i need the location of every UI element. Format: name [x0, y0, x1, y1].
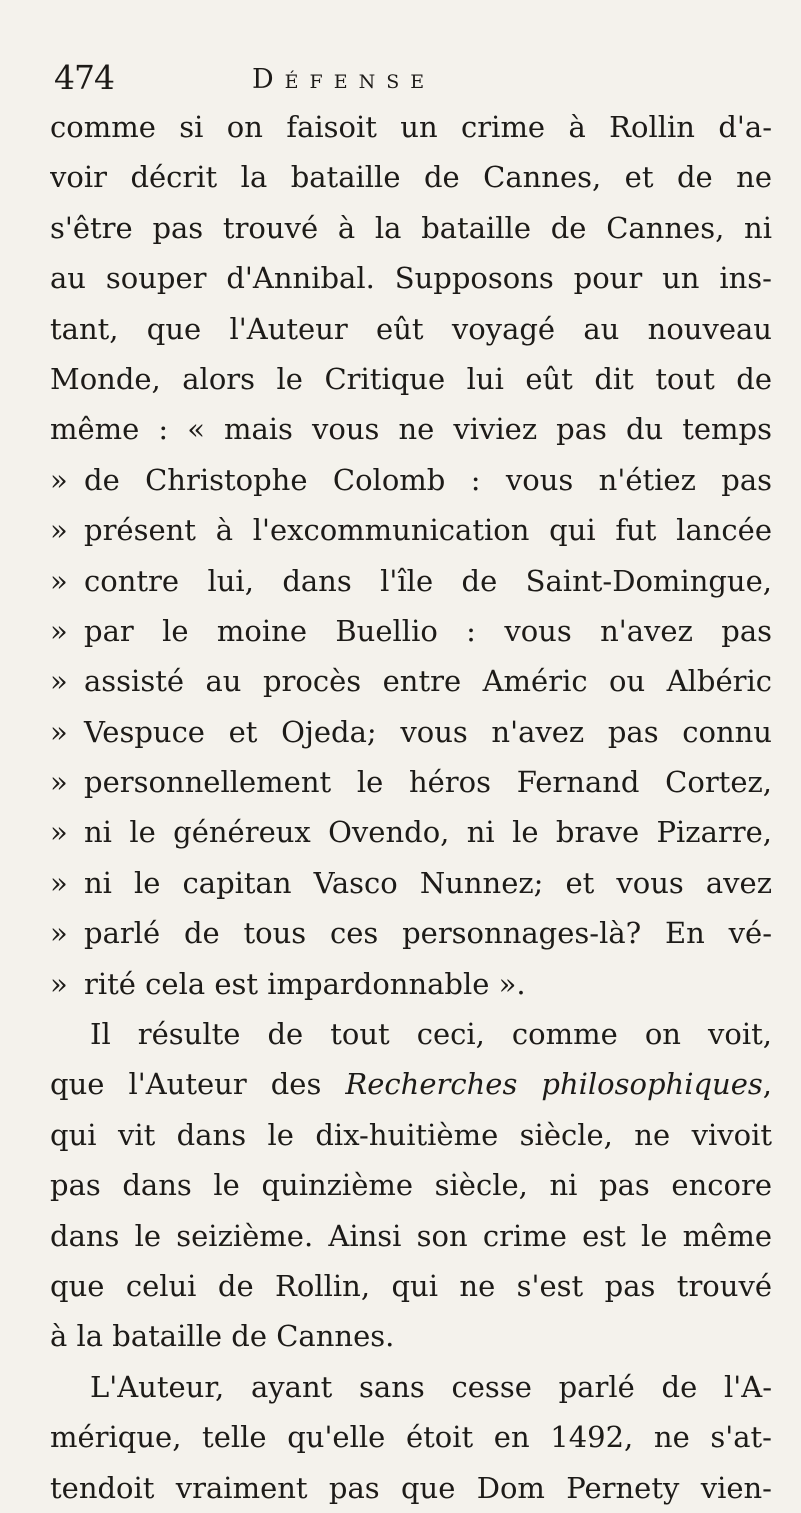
quote-mark: »	[50, 664, 68, 699]
text-line-with-title	[50, 1059, 772, 1109]
running-head: Défense	[252, 64, 436, 95]
quote-line	[50, 959, 772, 1009]
quote-text: assisté au procès entre Améric ou Albéric	[84, 664, 772, 699]
text-before-title: que l'Auteur des	[50, 1067, 346, 1102]
page-header	[50, 58, 770, 102]
paragraph-start-line: L'Auteur, ayant sans cesse parlé de l'A-	[90, 1369, 772, 1404]
text-line: mérique, telle qu'elle étoit en 1492, ne s'at-	[50, 1420, 772, 1455]
quote-mark: »	[50, 916, 68, 951]
quote-text: parlé de tous ces personnages-là? En vé-	[84, 916, 772, 951]
text-line: que celui de Rollin, qui ne s'est pas trouvé	[50, 1268, 772, 1303]
quote-line	[50, 757, 772, 807]
text-line: qui vit dans le dix-huitième siècle, ne vivoit	[50, 1117, 772, 1152]
quote-line	[50, 556, 772, 606]
page-number: 474	[54, 58, 114, 97]
quote-text: de Christophe Colomb : vous n'étiez pas	[84, 462, 772, 497]
text-line: s'être pas trouvé à la bataille de Cannes, ni	[50, 210, 772, 245]
quote-text: par le moine Buellio : vous n'avez pas	[84, 613, 772, 648]
quote-mark: »	[50, 865, 68, 900]
text-after-title: ,	[762, 1067, 772, 1102]
quote-text: rité cela est impardonnable ».	[84, 966, 526, 1001]
quote-line	[50, 656, 772, 706]
quote-text: Vespuce et Ojeda; vous n'avez pas connu	[84, 714, 772, 749]
quote-mark: »	[50, 714, 68, 749]
text-line: voir décrit la bataille de Cannes, et de ne	[50, 160, 772, 195]
quote-mark: »	[50, 613, 68, 648]
quote-mark: »	[50, 966, 68, 1001]
quote-text: contre lui, dans l'île de Saint-Domingue,	[84, 563, 772, 598]
text-line: tant, que l'Auteur eût voyagé au nouveau	[50, 311, 772, 346]
text-line: tendoit vraiment pas que Dom Pernety vien-	[50, 1470, 772, 1505]
quote-line	[50, 505, 772, 555]
quote-mark: »	[50, 563, 68, 598]
text-line: dans le seizième. Ainsi son crime est le même	[50, 1218, 772, 1253]
text-line: pas dans le quinzième siècle, ni pas encore	[50, 1168, 772, 1203]
paragraph-start-line: Il résulte de tout ceci, comme on voit,	[90, 1017, 772, 1052]
quote-line	[50, 807, 772, 857]
text-line: Monde, alors le Critique lui eût dit tout de	[50, 361, 772, 396]
quote-text: personnellement le héros Fernand Cortez,	[84, 765, 772, 800]
quote-line	[50, 707, 772, 757]
quote-text: ni le capitan Vasco Nunnez; et vous avez	[84, 865, 772, 900]
text-line: comme si on faisoit un crime à Rollin d'a-	[50, 110, 772, 144]
quote-line	[50, 606, 772, 656]
quote-line	[50, 908, 772, 958]
quote-text: présent à l'excommunication qui fut lancée	[84, 513, 772, 548]
text-line: au souper d'Annibal. Supposons pour un ins-	[50, 261, 772, 296]
paragraph-end-line: à la bataille de Cannes.	[50, 1319, 395, 1354]
body-text	[50, 102, 772, 1513]
quote-text: ni le généreux Ovendo, ni le brave Pizarre,	[84, 815, 772, 850]
quote-line	[50, 858, 772, 908]
quote-line	[50, 455, 772, 505]
book-title: Recherches philosophiques	[345, 1067, 763, 1102]
quote-mark: »	[50, 513, 68, 548]
text-line: même : « mais vous ne viviez pas du temps	[50, 412, 772, 447]
quote-mark: »	[50, 765, 68, 800]
quote-mark: »	[50, 815, 68, 850]
quote-mark: »	[50, 462, 68, 497]
